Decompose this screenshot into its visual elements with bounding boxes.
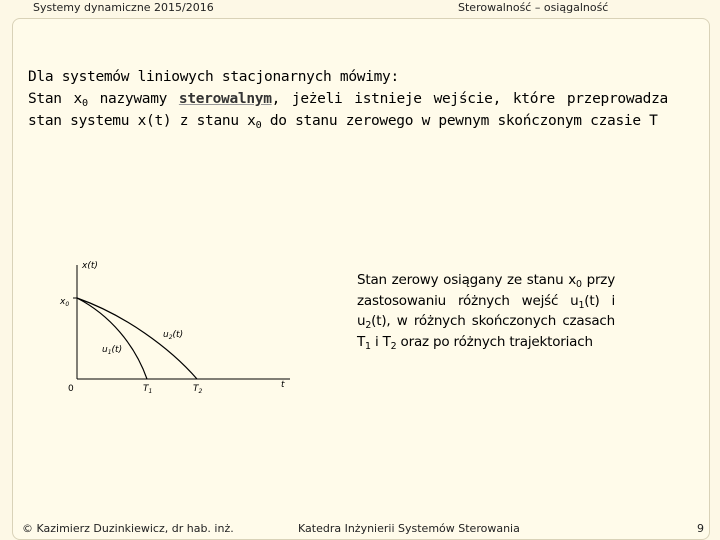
t2-label: $T_2$: [193, 384, 203, 395]
footer-author: © Kazimierz Duzinkiewicz, dr hab. inż.: [22, 522, 234, 535]
definition-text: [28, 66, 668, 132]
topic-title: Sterowalność – osiągalność: [458, 1, 609, 14]
u2-label: $u_2(t)$: [163, 330, 184, 341]
course-title: Systemy dynamiczne 2015/2016: [33, 1, 214, 14]
trajectory-figure: [55, 253, 305, 403]
x0-label: $x_0$: [60, 297, 70, 308]
figure-description: Stan zerowy osiągany ze stanu $x_0$ przy zastosowaniu różnych wejść $u_1(t)$ i $u_2(t)$, w różnych skończonych czasach $T_1$ i $T_2$ oraz po różnych trajektoriach: [357, 272, 615, 352]
slide-header: [0, 0, 720, 20]
trajectory-u1: [77, 298, 147, 379]
term-sterowalnym: sterowalnym: [178, 91, 272, 107]
page-number: 9: [697, 522, 704, 535]
footer-department: Katedra Inżynierii Systemów Sterowania: [298, 522, 520, 535]
definition-line-1: Dla systemów liniowych stacjonarnych mówimy:: [28, 69, 399, 85]
definition-paragraph: Stan $x_0$ nazywamy sterowalnym, jeżeli istnieje wejście, które przeprowadza stan systemu x(t) z stanu $x_0$ do stanu zerowego w pewnym skończonym czasie T: [28, 91, 668, 131]
y-axis-label: x(t): [82, 261, 98, 271]
origin-label: 0: [68, 384, 74, 394]
u1-label: $u_1(t)$: [102, 345, 123, 356]
x-axis-label: t: [281, 380, 285, 390]
t1-label: $T_1$: [143, 384, 153, 395]
